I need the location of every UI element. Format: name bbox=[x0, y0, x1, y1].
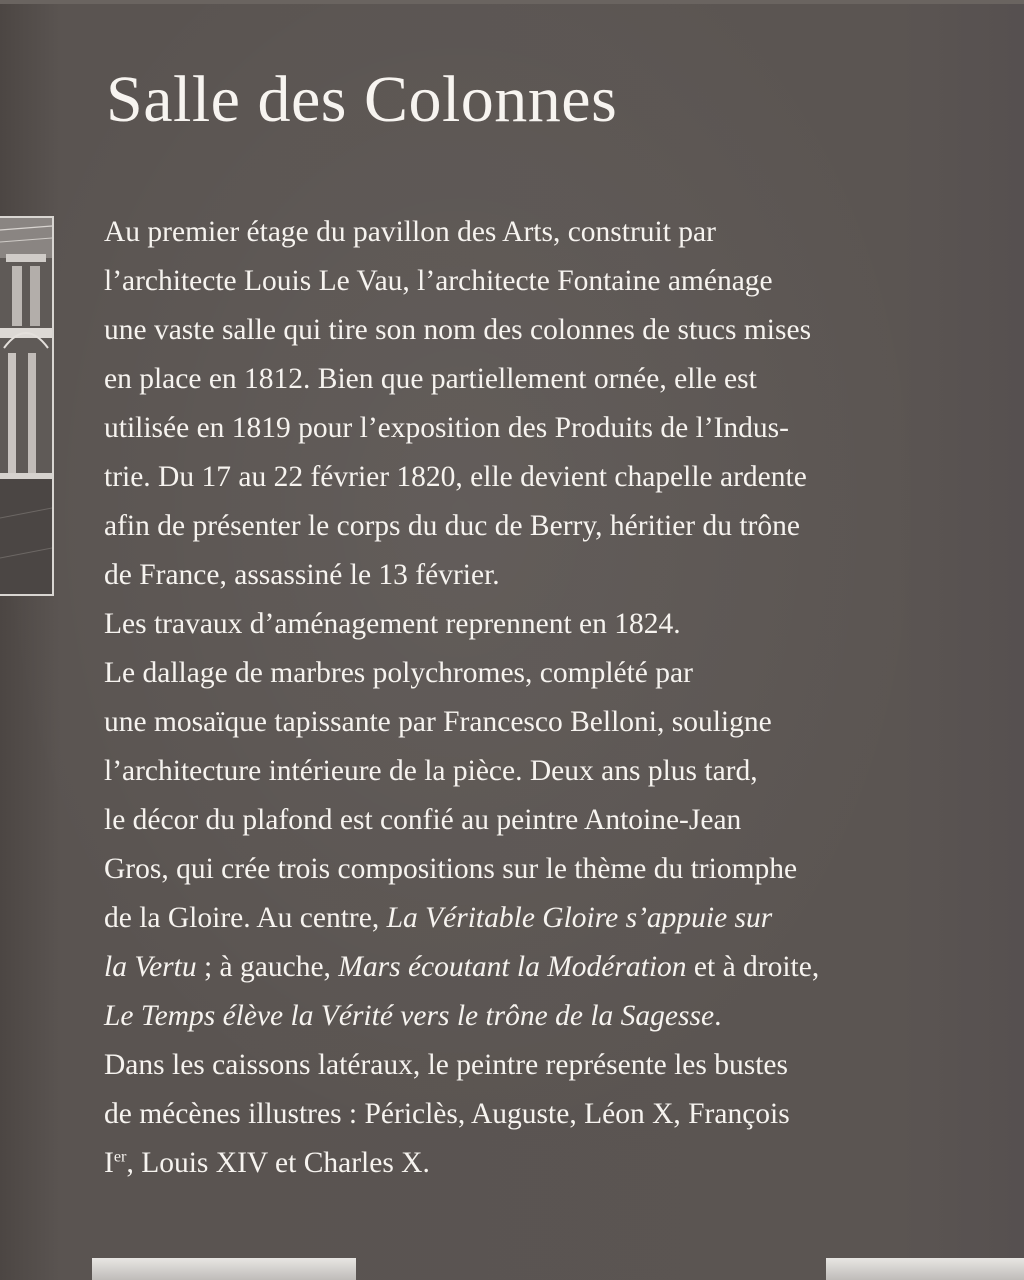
text-line: afin de présenter le corps du duc de Berry, héritier du trône bbox=[104, 510, 800, 542]
artwork-title-italic: Mars écoutant la Modération bbox=[338, 951, 687, 983]
mounting-bracket-right bbox=[826, 1258, 1024, 1280]
text-fragment: , Louis XIV et Charles X. bbox=[126, 1147, 430, 1179]
text-line: en place en 1812. Bien que partiellement ornée, elle est bbox=[104, 363, 757, 395]
text-line bbox=[104, 943, 984, 992]
text-line: une vaste salle qui tire son nom des colonnes de stucs mises bbox=[104, 314, 812, 346]
page-title: Salle des Colonnes bbox=[106, 63, 618, 136]
artwork-title-italic: Le Temps élève la Vérité vers le trône de la Sagesse bbox=[104, 1000, 715, 1032]
framed-photograph bbox=[0, 216, 54, 596]
text-line: l’architecture intérieure de la pièce. Deux ans plus tard, bbox=[104, 755, 758, 787]
column-hall-image bbox=[0, 218, 52, 594]
text-line bbox=[104, 1139, 984, 1188]
text-line: trie. Du 17 au 22 février 1820, elle devient chapelle ardente bbox=[104, 461, 807, 493]
text-line: utilisée en 1819 pour l’exposition des Produits de l’Indus- bbox=[104, 412, 789, 444]
mounting-bracket-left bbox=[92, 1258, 356, 1280]
text-line: de France, assassiné le 13 février. bbox=[104, 559, 500, 591]
text-line: Dans les caissons latéraux, le peintre représente les bustes bbox=[104, 1049, 789, 1081]
text-line: une mosaïque tapissante par Francesco Belloni, souligne bbox=[104, 706, 772, 738]
text-line: Le dallage de marbres polychromes, complété par bbox=[104, 657, 693, 689]
superscript: er bbox=[113, 1147, 127, 1166]
text-line: Au premier étage du pavillon des Arts, construit par bbox=[104, 216, 716, 248]
text-fragment: . bbox=[714, 1000, 722, 1032]
description-text bbox=[104, 208, 984, 1188]
text-fragment: et à droite, bbox=[686, 951, 820, 983]
text-line bbox=[104, 992, 984, 1041]
artwork-title-italic: La Véritable Gloire s’appuie sur bbox=[386, 902, 773, 934]
text-line bbox=[104, 894, 984, 943]
panel-top-edge bbox=[0, 0, 1024, 4]
text-line: le décor du plafond est confié au peintre Antoine-Jean bbox=[104, 804, 742, 836]
text-fragment: de la Gloire. Au centre, bbox=[104, 902, 387, 934]
text-line: l’architecte Louis Le Vau, l’architecte Fontaine aménage bbox=[104, 265, 773, 297]
text-fragment: ; à gauche, bbox=[196, 951, 339, 983]
text-line: Gros, qui crée trois compositions sur le thème du triomphe bbox=[104, 853, 798, 885]
artwork-title-italic: la Vertu bbox=[104, 951, 197, 983]
text-fragment: I bbox=[104, 1147, 114, 1179]
text-line: de mécènes illustres : Périclès, Auguste, Léon X, François bbox=[104, 1098, 790, 1130]
text-line: Les travaux d’aménagement reprennent en 1824. bbox=[104, 608, 681, 640]
